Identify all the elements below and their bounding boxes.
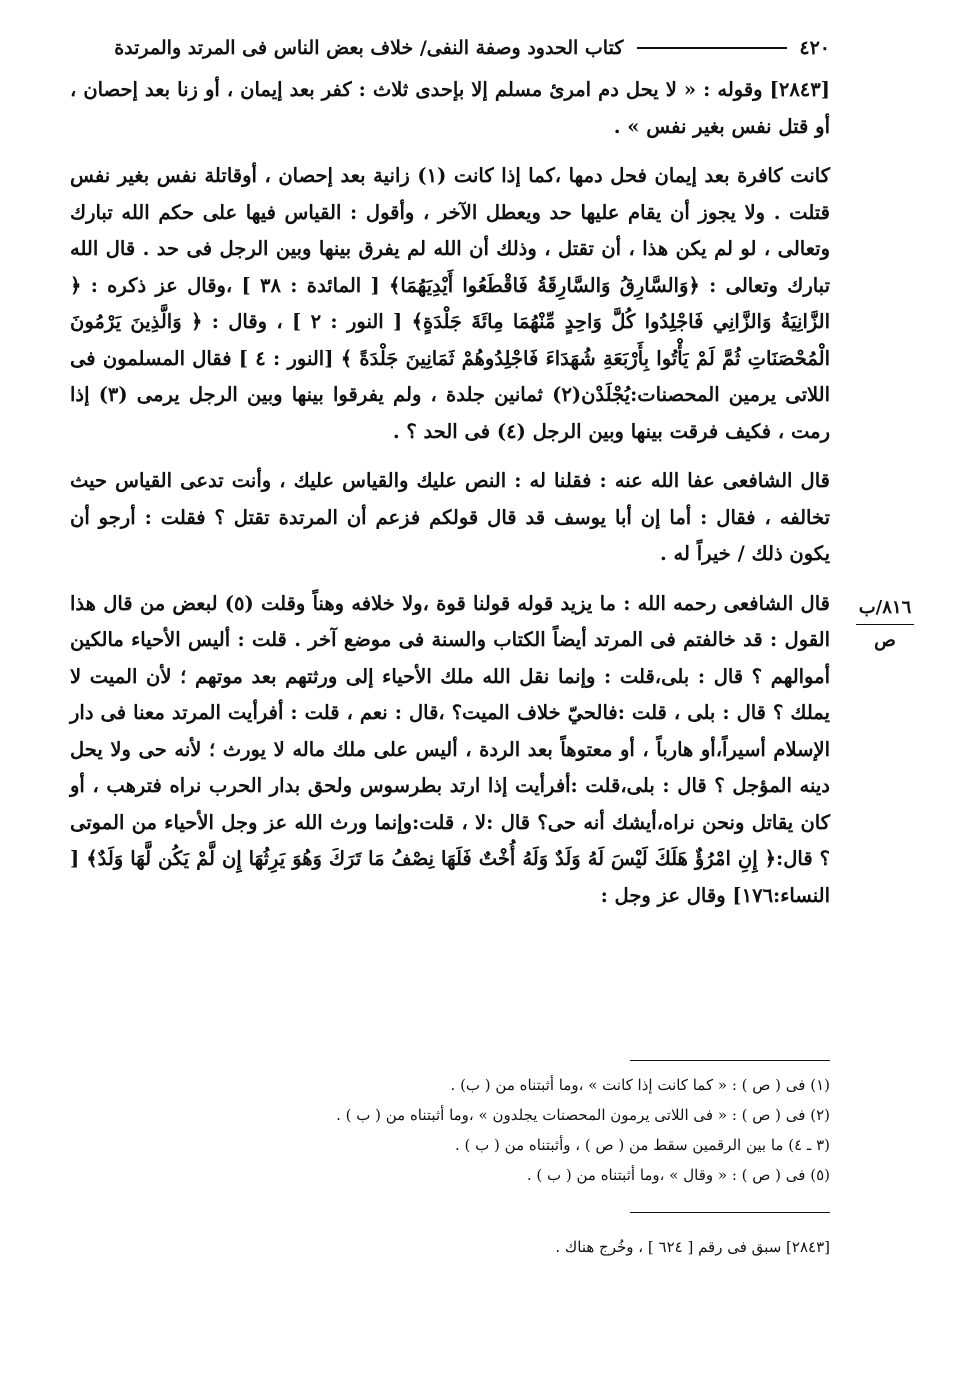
paragraph-shafii-reply: قال الشافعى عفا الله عنه : فقلنا له : النص عليك والقياس عليك ، وأنت تدعى القياس حيث تخالفه ، فقال : أما إن أبا يوسف قد قال قولكم فزعم أن المرتدة تقتل ؟ فقلت : أرجو أن يكون ذلك / خيراً له . — [70, 469, 830, 565]
main-text — [70, 72, 830, 927]
margin-letter: ص — [874, 630, 896, 651]
running-header — [70, 28, 830, 68]
header-title: كتاب الحدود وصفة النفى/ خلاف بعض الناس فى المرتد والمرتدة — [114, 37, 624, 59]
footnote: (٥) فى ( ص ) : « وقال » ،وما أثبتناه من ( ب ) . — [526, 1166, 830, 1184]
footnote: (٣ ـ ٤) ما بين الرقمين سقط من ( ص ) ، وأثبتناه من ( ب ) . — [455, 1136, 830, 1154]
paragraph-argument: كانت كافرة بعد إيمان فحل دمها ،كما إذا كانت (١) زانية بعد إحصان ، أوقاتلة نفس بغير نفس قتلت . ولا يجوز أن يقام عليها حد ويعطل الآخر ، وأقول : القياس فيها على حكم الله تبارك وتعالى ، لو لم يكن هذا ، أن تقتل ، وذلك أن الله لم يفرق بينها وبين الرجل فى حد . قال الله تبارك وتعالى : ﴿وَالسَّارِقُ وَالسَّارِقَةُ فَاقْطَعُوا أَيْدِيَهُمَا﴾ [ المائدة : ٣٨ ] ،وقال عز ذكره : ﴿ الزَّانِيَةُ وَالزَّانِي فَاجْلِدُوا كُلَّ وَاحِدٍ مِّنْهُمَا مِائَةَ جَلْدَةٍ﴾ [ النور : ٢ ] ، وقال : ﴿ وَالَّذِينَ يَرْمُونَ الْمُحْصَنَاتِ ثُمَّ لَمْ يَأْتُوا بِأَرْبَعَةِ شُهَدَاءَ فَاجْلِدُوهُمْ ثَمَانِينَ جَلْدَةً ﴾ [النور : ٤ ] فقال المسلمون فى اللاتى يرمين المحصنات:يُجْلَدْن(٢) ثمانين جلدة ، ولم يفرقوا بينها وبين الرجل يرمى (٣) إذا رمت ، فكيف فرقت بينها وبين الرجل (٤) فى الحد ؟ . — [70, 164, 831, 443]
reference-note: [٢٨٤٣] سبق فى رقم [ ٦٢٤ ] ، وخُرج هناك . — [555, 1238, 830, 1256]
header-rule — [637, 47, 787, 49]
reference-separator — [630, 1212, 830, 1213]
margin-note — [850, 596, 920, 653]
footnote: (١) فى ( ص ) : « كما كانت إذا كانت » ،وما أثبتناه من ( ب) . — [450, 1076, 830, 1094]
footnotes — [70, 1070, 830, 1190]
paragraph-inheritance: قال الشافعى رحمه الله : ما يزيد قوله قولنا قوة ،ولا خلافه وهناً وقلت (٥) لبعض من قال هذا القول : قد خالفتم فى المرتد أيضاً الكتاب والسنة فى موضع آخر . قلت : أليس الأحياء مالكين أموالهم ؟ قال : بلى،قلت : وإنما نقل الله ملك الأحياء إلى ورثتهم بعد موتهم ؛ لأن الميت لا يملك ؟ قال : بلى ، قلت :فالحيّ خلاف الميت؟ ،قال : نعم ، قلت : أفرأيت المرتد معنا فى دار الإسلام أسيراً،أو هارباً ، أو معتوهاً بعد الردة ، أليس على ملك ماله لا يورث ؛ لأنه حى ولا يحل دينه المؤجل ؟ قال : بلى،قلت :أفرأيت إذا ارتد بطرسوس ولحق بدار الحرب نراه فترهب ، أو كان يقاتل ونحن نراه،أيشك أنه حى؟ قال :لا ، قلت:وإنما ورث الله عز وجل الأحياء من الموتى ؟ قال:﴿ إِنِ امْرُؤٌ هَلَكَ لَيْسَ لَهُ وَلَدٌ وَلَهُ أُخْتٌ فَلَهَا نِصْفُ مَا تَرَكَ وَهُوَ يَرِثُهَا إِن لَّمْ يَكُن لَّهَا وَلَدٌ﴾ [ النساء:١٧٦] وقال عز وجل : — [70, 591, 830, 907]
margin-rule — [856, 624, 914, 625]
page-number: ٤٢٠ — [799, 37, 830, 59]
footnote: (٢) فى ( ص ) : « فى اللاتى يرمون المحصنات يجلدون » ،وما أثبتناه من ( ب ) . — [336, 1106, 830, 1124]
paragraph-hadith: [٢٨٤٣] وقوله : « لا يحل دم امرئ مسلم إلا بإحدى ثلاث : كفر بعد إيمان ، أو زنا بعد إحصان ، أو قتل نفس بغير نفس » . — [70, 78, 830, 138]
margin-folio: ٨١٦/ب — [858, 597, 912, 618]
footnote-separator — [630, 1060, 830, 1061]
